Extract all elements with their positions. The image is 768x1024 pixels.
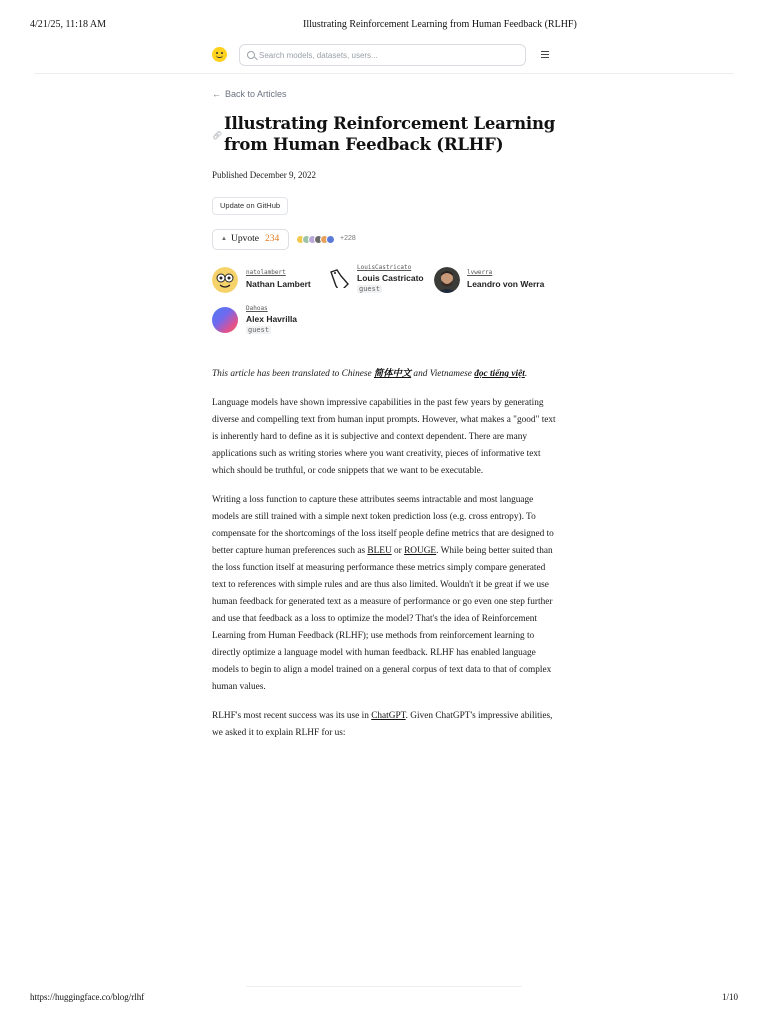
article-title: Illustrating Reinforcement Learning from Human Feedback (RLHF) <box>224 114 556 154</box>
update-on-github-button[interactable]: Update on GitHub <box>212 197 288 215</box>
search-icon <box>247 51 255 59</box>
avatar <box>212 307 238 333</box>
avatar <box>434 267 460 293</box>
upvote-arrow-icon: ▲ <box>221 236 227 242</box>
paragraph-2-text-a: Writing a loss function to capture these attributes seems intractable and most language models are still trained with a simple next token prediction loss (e.g. cross entropy). To compensate for the shortcomings of the loss itself people define metrics that are designed to better capture human preferences such as <box>212 495 554 556</box>
translation-mid: and Vietnamese <box>411 369 475 379</box>
back-to-articles-link[interactable] <box>212 89 287 99</box>
published-date: Published December 9, 2022 <box>212 170 316 180</box>
print-datetime: 4/21/25, 11:18 AM <box>30 19 107 30</box>
site-navbar <box>212 44 555 66</box>
nav-divider <box>34 73 734 74</box>
print-page-number: 1/10 <box>721 992 738 1002</box>
author-username[interactable]: lvwerra <box>467 269 493 276</box>
print-doc-title: Illustrating Reinforcement Learning from Human Feedback (RLHF) <box>303 19 577 30</box>
author-username[interactable]: Dahoas <box>246 305 268 312</box>
upvoters-more-count[interactable]: +228 <box>340 235 356 242</box>
chinese-translation-link[interactable]: 简体中文 <box>373 369 412 379</box>
anchor-link-icon[interactable]: 🔗︎ <box>212 131 223 140</box>
print-header <box>30 19 738 33</box>
author-username[interactable]: LouisCastricato <box>357 264 412 271</box>
author-name: Leandro von Werra <box>467 279 545 289</box>
hamburger-menu-icon[interactable] <box>541 51 549 58</box>
paragraph-2-text-b: . While being better suited than the loss function itself at measuring performance these metrics simply compare generated text to references with simple rules and are thus also limited. Wouldn't it be great if we use human feedback for generated text as a measure of performance or go even one step further and use that feedback as a loss to optimize the model? That's the idea of Reinforcement Learning from Human Feedback (RLHF); use methods from reinforcement learning to directly optimize a language model with human feedback. RLHF has enabled language models to begin to align a model trained on a general corpus of text data to that of complex human values. <box>212 546 553 692</box>
vietnamese-translation-link[interactable]: đọc tiếng việt <box>474 369 525 379</box>
print-url: https://huggingface.co/blog/rlhf <box>30 992 145 1002</box>
avatar <box>212 267 238 293</box>
translation-prefix: This article has been translated to Chinese <box>212 369 374 379</box>
article-body <box>212 366 558 754</box>
translation-note <box>212 366 558 383</box>
author-card[interactable] <box>212 267 322 295</box>
paragraph-3-text-a: RLHF's most recent success was its use in <box>212 711 372 721</box>
author-username[interactable]: natolambert <box>246 269 286 276</box>
paragraph-1: Language models have shown impressive capabilities in the past few years by generating diverse and compelling text from human input prompts. However, what makes a "good" text is inherently hard to define as it is subjective and context dependent. There are many applications such as writing stories where you want creativity, pieces of informative text which should be truthful, or code snippets that we want to be executable. <box>212 398 556 476</box>
upvote-count: 234 <box>265 234 280 244</box>
author-card[interactable] <box>434 267 554 295</box>
upvote-label: Upvote <box>231 234 259 244</box>
author-name: Louis Castricato <box>357 273 424 283</box>
guest-badge: guest <box>359 285 381 293</box>
paragraph-3 <box>212 708 558 742</box>
arrow-left-icon: ← <box>212 89 221 99</box>
avatar <box>328 262 354 288</box>
paragraph-2-or: or <box>391 546 405 556</box>
author-name: Alex Havrilla <box>246 314 298 324</box>
guest-badge: guest <box>248 326 270 334</box>
bleu-link[interactable]: BLEU <box>367 546 392 556</box>
upvoter-avatar <box>326 235 335 244</box>
paragraph-2 <box>212 492 558 696</box>
search-input[interactable] <box>259 47 519 63</box>
chatgpt-link[interactable]: ChatGPT <box>371 711 406 721</box>
search-box[interactable] <box>239 44 526 66</box>
author-name: Nathan Lambert <box>246 279 311 289</box>
hugging-face-logo-icon[interactable] <box>212 47 227 62</box>
rouge-link[interactable]: ROUGE <box>404 546 437 556</box>
back-to-articles-label: Back to Articles <box>225 89 287 99</box>
print-footer <box>30 992 738 1006</box>
author-card[interactable] <box>328 262 428 293</box>
footer-divider <box>246 986 522 987</box>
upvoter-avatars[interactable] <box>296 235 338 245</box>
upvote-button[interactable] <box>212 229 289 250</box>
translation-end: . <box>524 369 528 379</box>
paragraph-3-text-b: . Given ChatGPT's impressive abilities, we asked it to explain RLHF for us: <box>212 711 553 738</box>
author-card[interactable] <box>212 303 312 337</box>
